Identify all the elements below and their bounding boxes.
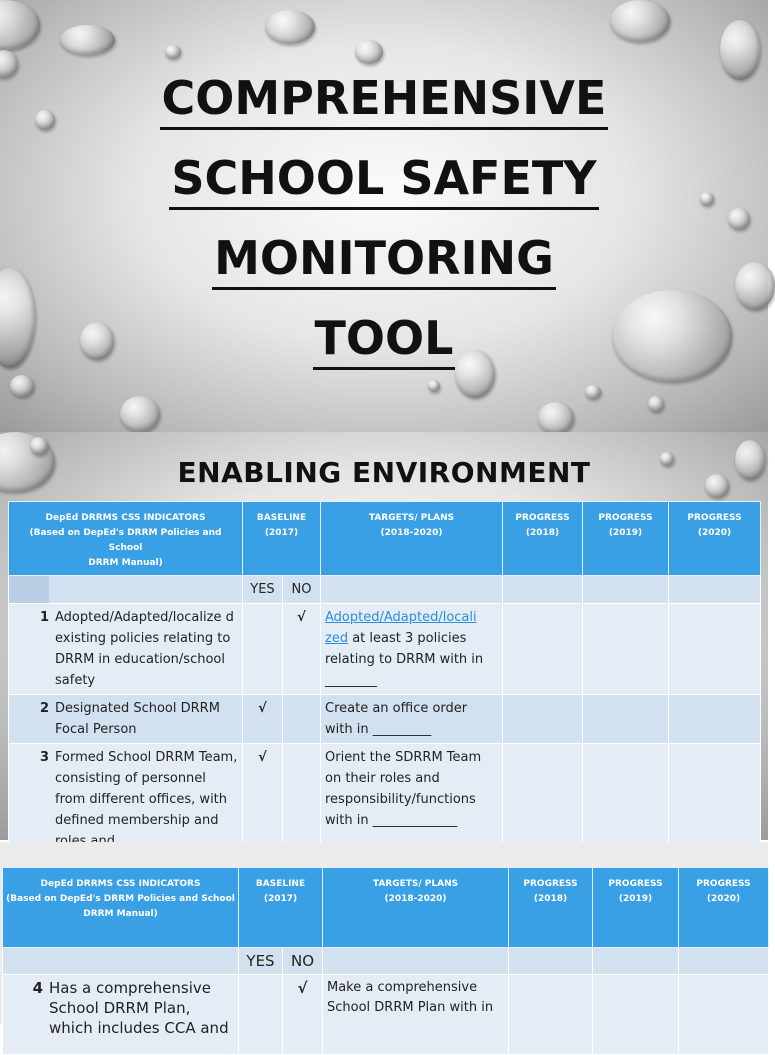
water-drop (648, 396, 664, 412)
header-progress-2020: PROGRESS (2020) (669, 502, 761, 576)
table-row (3, 975, 769, 1055)
section-heading: ENABLING ENVIRONMENT (177, 456, 591, 489)
page-title (0, 58, 768, 378)
yes-no-row (9, 576, 761, 604)
indicators-table (8, 501, 761, 877)
header-indicators: DepEd DRRMS CSS INDICATORS (Based on DepEd's DRRM Policies and School DRRM Manual) (3, 868, 239, 948)
water-drop (60, 25, 115, 55)
baseline-no: √ (283, 604, 321, 695)
water-drop (428, 380, 440, 392)
table-header-row (3, 868, 769, 948)
header-baseline: BASELINE (2017) (243, 502, 321, 576)
title-line-4: TOOL (313, 309, 456, 370)
enabling-environment-slide (0, 432, 768, 840)
baseline-no: √ (283, 975, 323, 1055)
indicator-text: Formed School DRRM Team, consisting of personnel from different offices, with defined membership and (55, 750, 238, 828)
table-header-row (9, 502, 761, 576)
header-progress-2018: PROGRESS (2018) (503, 502, 583, 576)
indicator-text: Designated School DRRM Focal Person (55, 701, 220, 737)
target-plan: Make a comprehensive School DRRM Plan with in (323, 975, 509, 1055)
water-drop (0, 0, 40, 50)
table-row (9, 604, 761, 695)
water-drop (610, 0, 670, 42)
water-drop (30, 437, 48, 455)
header-progress-2019: PROGRESS (2019) (593, 868, 679, 948)
indicators-slide-continued (0, 842, 768, 1037)
indicator-text: Has a comprehensive School DRRM Plan, which includes CCA and (49, 979, 229, 1037)
yes-label: YES (243, 576, 283, 604)
yes-label: YES (239, 948, 283, 975)
header-baseline: BASELINE (2017) (239, 868, 323, 948)
yes-no-row (3, 948, 769, 975)
target-plan: Adopted/Adapted/locali zed at least 3 policies relating to DRRM with in ________ (321, 604, 503, 695)
baseline-no (283, 695, 321, 744)
target-plan: Create an office order with in _________ (321, 695, 503, 744)
title-slide (0, 0, 768, 432)
header-progress-2020: PROGRESS (2020) (679, 868, 769, 948)
title-line-1: COMPREHENSIVE (160, 69, 609, 130)
row-number: 2 (39, 701, 49, 716)
water-drop (10, 375, 34, 397)
water-drop (538, 402, 574, 434)
water-drop (265, 10, 315, 44)
water-drop (585, 385, 601, 399)
water-drop (165, 45, 181, 59)
row-number: 4 (32, 979, 43, 997)
title-line-3: MONITORING (212, 229, 556, 290)
indicators-table-continued (2, 867, 769, 1055)
header-targets: TARGETS/ PLANS (2018-2020) (321, 502, 503, 576)
baseline-yes: √ (243, 695, 283, 744)
baseline-yes: √ (243, 744, 283, 877)
header-targets: TARGETS/ PLANS (2018-2020) (323, 868, 509, 948)
water-drop (120, 396, 160, 432)
header-progress-2019: PROGRESS (2019) (583, 502, 669, 576)
row-number: 3 (39, 750, 49, 765)
table-row (9, 695, 761, 744)
no-label: NO (283, 948, 323, 975)
row-number: 1 (39, 610, 49, 625)
baseline-yes (239, 975, 283, 1055)
indicator-text: Adopted/Adapted/localize d existing policies relating to DRRM in education/school safety (55, 610, 234, 688)
plan-link[interactable]: Adopted/Adapted/locali zed (325, 610, 477, 646)
target-plan: Orient the SDRRM Team on their roles and responsibility/functions with in _____________ (321, 744, 503, 877)
title-line-2: SCHOOL SAFETY (169, 149, 598, 210)
no-label: NO (283, 576, 321, 604)
header-indicators: DepEd DRRMS CSS INDICATORS (Based on DepEd's DRRM Policies and School DRRM Manual) (9, 502, 243, 576)
baseline-yes (243, 604, 283, 695)
header-progress-2018: PROGRESS (2018) (509, 868, 593, 948)
